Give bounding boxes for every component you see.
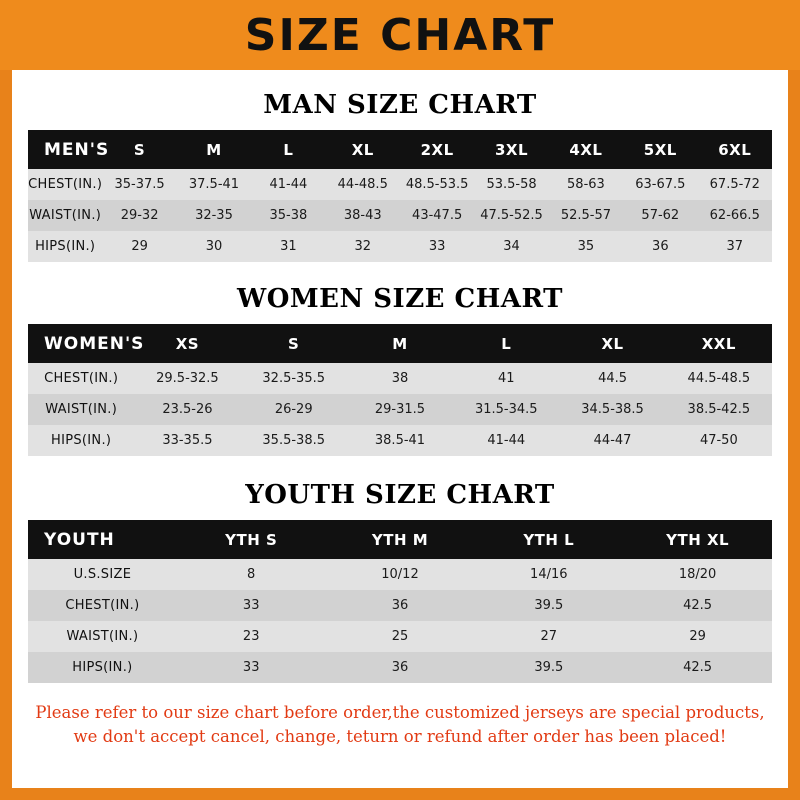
cell: 58-63 <box>549 169 623 200</box>
cell: 37 <box>698 231 772 262</box>
banner <box>0 0 800 70</box>
cell: 26-29 <box>241 394 347 425</box>
cell: 63-67.5 <box>623 169 697 200</box>
cell: 32 <box>326 231 400 262</box>
row-label: HIPS(IN.) <box>28 231 102 262</box>
cell: 29-31.5 <box>347 394 453 425</box>
youth-section-title: YOUTH SIZE CHART <box>245 480 555 510</box>
cell: 38 <box>347 363 453 394</box>
cell: 14/16 <box>474 559 623 590</box>
row-label: HIPS(IN.) <box>28 652 177 683</box>
cell: 52.5-57 <box>549 200 623 231</box>
cell: 38-43 <box>326 200 400 231</box>
table-row <box>28 231 772 262</box>
footnote-line-1: Please refer to our size chart before order,the customized jerseys are special products, <box>35 703 765 722</box>
cell: 29 <box>102 231 176 262</box>
column-header: MEN'S <box>28 130 102 169</box>
table-header-row <box>28 130 772 169</box>
column-header: YTH M <box>326 520 475 559</box>
cell: 23.5-26 <box>134 394 240 425</box>
cell: 38.5-42.5 <box>666 394 772 425</box>
man-size-table <box>28 130 772 262</box>
footnote <box>22 701 778 749</box>
row-label: CHEST(IN.) <box>28 363 134 394</box>
row-label: WAIST(IN.) <box>28 621 177 652</box>
column-header: M <box>177 130 251 169</box>
cell: 32-35 <box>177 200 251 231</box>
table-row <box>28 590 772 621</box>
cell: 31.5-34.5 <box>453 394 559 425</box>
bottom-accent-bar <box>0 788 800 800</box>
cell: 36 <box>623 231 697 262</box>
cell: 8 <box>177 559 326 590</box>
cell: 33-35.5 <box>134 425 240 456</box>
cell: 18/20 <box>623 559 772 590</box>
column-header: 5XL <box>623 130 697 169</box>
women-size-table <box>28 324 772 456</box>
cell: 48.5-53.5 <box>400 169 474 200</box>
cell: 53.5-58 <box>474 169 548 200</box>
man-section-title: MAN SIZE CHART <box>263 90 537 120</box>
row-label: HIPS(IN.) <box>28 425 134 456</box>
cell: 47.5-52.5 <box>474 200 548 231</box>
table-row <box>28 652 772 683</box>
table-row <box>28 425 772 456</box>
column-header: S <box>102 130 176 169</box>
column-header: XXL <box>666 324 772 363</box>
cell: 43-47.5 <box>400 200 474 231</box>
table-header-row <box>28 324 772 363</box>
cell: 29 <box>623 621 772 652</box>
column-header: M <box>347 324 453 363</box>
column-header: YOUTH <box>28 520 177 559</box>
cell: 10/12 <box>326 559 475 590</box>
cell: 34.5-38.5 <box>559 394 665 425</box>
table-row <box>28 621 772 652</box>
cell: 57-62 <box>623 200 697 231</box>
cell: 35.5-38.5 <box>241 425 347 456</box>
cell: 62-66.5 <box>698 200 772 231</box>
cell: 33 <box>177 590 326 621</box>
cell: 38.5-41 <box>347 425 453 456</box>
cell: 36 <box>326 590 475 621</box>
column-header: YTH XL <box>623 520 772 559</box>
cell: 44-47 <box>559 425 665 456</box>
column-header: XS <box>134 324 240 363</box>
cell: 39.5 <box>474 590 623 621</box>
cell: 35 <box>549 231 623 262</box>
cell: 41-44 <box>453 425 559 456</box>
table-row <box>28 559 772 590</box>
column-header: L <box>453 324 559 363</box>
cell: 33 <box>177 652 326 683</box>
cell: 37.5-41 <box>177 169 251 200</box>
cell: 33 <box>400 231 474 262</box>
column-header: L <box>251 130 325 169</box>
cell: 44.5-48.5 <box>666 363 772 394</box>
column-header: 6XL <box>698 130 772 169</box>
column-header: YTH L <box>474 520 623 559</box>
row-label: CHEST(IN.) <box>28 169 102 200</box>
cell: 23 <box>177 621 326 652</box>
column-header: XL <box>559 324 665 363</box>
table-row <box>28 394 772 425</box>
column-header: XL <box>326 130 400 169</box>
cell: 29-32 <box>102 200 176 231</box>
column-header: S <box>241 324 347 363</box>
cell: 39.5 <box>474 652 623 683</box>
row-label: CHEST(IN.) <box>28 590 177 621</box>
cell: 34 <box>474 231 548 262</box>
column-header: 3XL <box>474 130 548 169</box>
table-row <box>28 169 772 200</box>
cell: 41 <box>453 363 559 394</box>
cell: 32.5-35.5 <box>241 363 347 394</box>
cell: 25 <box>326 621 475 652</box>
cell: 41-44 <box>251 169 325 200</box>
column-header: YTH S <box>177 520 326 559</box>
women-section-title: WOMEN SIZE CHART <box>237 284 563 314</box>
column-header: 4XL <box>549 130 623 169</box>
youth-size-table <box>28 520 772 683</box>
row-label: WAIST(IN.) <box>28 394 134 425</box>
cell: 44-48.5 <box>326 169 400 200</box>
row-label: U.S.SIZE <box>28 559 177 590</box>
column-header: 2XL <box>400 130 474 169</box>
page-title: SIZE CHART <box>244 9 556 61</box>
cell: 67.5-72 <box>698 169 772 200</box>
cell: 42.5 <box>623 590 772 621</box>
cell: 36 <box>326 652 475 683</box>
cell: 44.5 <box>559 363 665 394</box>
table-header-row <box>28 520 772 559</box>
cell: 29.5-32.5 <box>134 363 240 394</box>
column-header: WOMEN'S <box>28 324 134 363</box>
cell: 31 <box>251 231 325 262</box>
cell: 30 <box>177 231 251 262</box>
cell: 27 <box>474 621 623 652</box>
cell: 42.5 <box>623 652 772 683</box>
table-row <box>28 200 772 231</box>
table-row <box>28 363 772 394</box>
cell: 35-38 <box>251 200 325 231</box>
row-label: WAIST(IN.) <box>28 200 102 231</box>
footnote-line-2: we don't accept cancel, change, teturn or refund after order has been placed! <box>73 726 727 746</box>
cell: 47-50 <box>666 425 772 456</box>
cell: 35-37.5 <box>102 169 176 200</box>
